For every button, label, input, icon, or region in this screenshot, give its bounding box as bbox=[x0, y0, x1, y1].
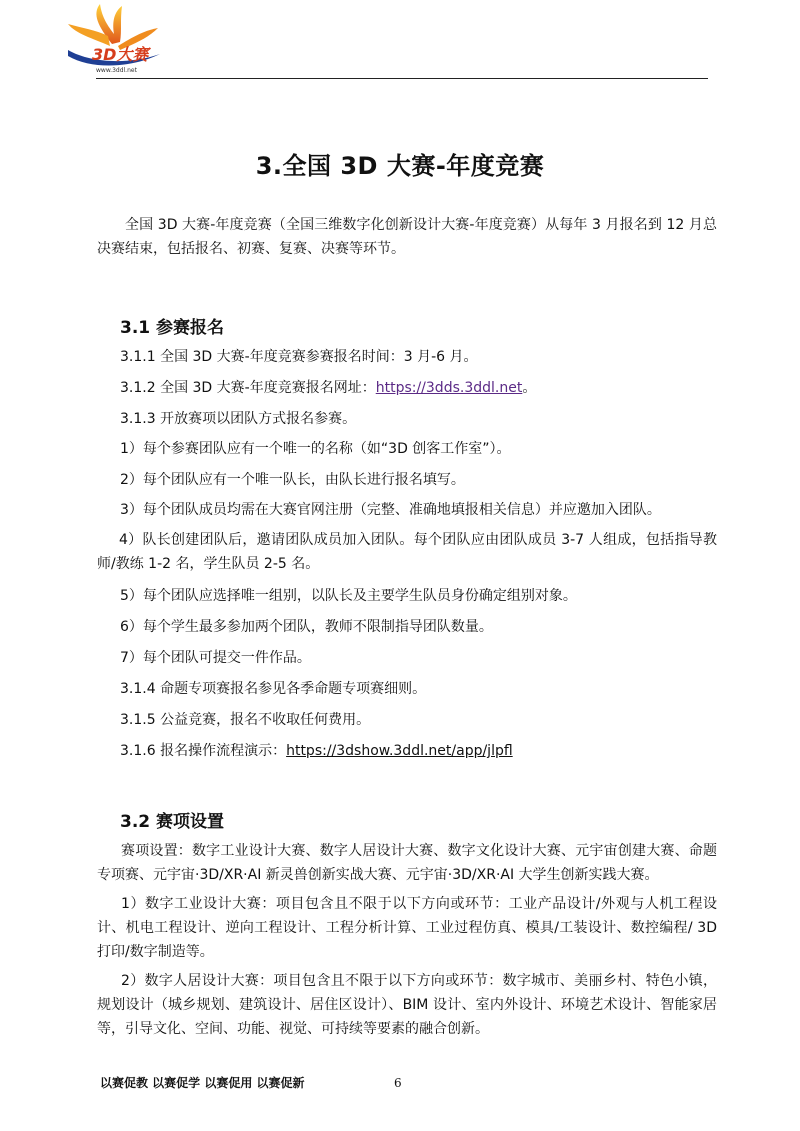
registration-time: 3.1.1 全国 3D 大赛-年度竞赛参赛报名时间：3 月-6 月。 bbox=[120, 349, 478, 365]
habitat-design-paragraph: 2）数字人居设计大赛：项目包含且不限于以下方向或环节：数字城市、美丽乡村、特色小镇，规划设计（城乡规划、建筑设计、居住区设计）、BIM 设计、室内外设计、环境艺术设计、智能家居等，引导文化、空间、功能、视觉、可持续等要素的融合创新。 bbox=[97, 973, 717, 1037]
registration-website-line bbox=[120, 378, 536, 398]
events-overview-paragraph: 赛项设置：数字工业设计大赛、数字人居设计大赛、数字文化设计大赛、元宇宙创建大赛、命题专项赛、元宇宙·3D/XR·AI 新灵兽创新实战大赛、元宇宙·3D/XR·AI 大学生创新实践大赛。 bbox=[97, 843, 717, 883]
rule-item: 2）每个团队应有一个唯一队长，由队长进行报名填写。 bbox=[120, 472, 465, 488]
section-heading-events: 3.2 赛项设置 bbox=[120, 812, 225, 832]
page-title: 3.全国 3D 大赛-年度竞赛 bbox=[255, 152, 545, 180]
logo-text: 3D大赛 bbox=[92, 45, 149, 64]
free-registration-note: 3.1.5 公益竞赛，报名不收取任何费用。 bbox=[120, 712, 371, 728]
rule-item: 7）每个团队可提交一件作品。 bbox=[120, 650, 311, 666]
footer-slogan: 以赛促教 以赛促学 以赛促用 以赛促新 bbox=[100, 1076, 305, 1090]
industrial-design-paragraph: 1）数字工业设计大赛：项目包含且不限于以下方向或环节：工业产品设计/外观与人机工程设计、机电工程设计、逆向工程设计、工程分析计算、工业过程仿真、模具/工装设计、数控编程/ 3D 打印/数字制造等。 bbox=[97, 896, 717, 960]
rule-item: 5）每个团队应选择唯一组别，以队长及主要学生队员身份确定组别对象。 bbox=[120, 588, 577, 604]
intro-paragraph: 全国 3D 大赛-年度竞赛（全国三维数字化创新设计大赛-年度竞赛）从每年 3 月报名到 12 月总决赛结束，包括报名、初赛、复赛、决赛等环节。 bbox=[97, 217, 717, 257]
rule-item: 3）每个团队成员均需在大赛官网注册（完整、准确地填报相关信息）并应邀加入团队。 bbox=[120, 502, 661, 518]
team-registration-rule: 3.1.3 开放赛项以团队方式报名参赛。 bbox=[120, 411, 357, 427]
header-divider bbox=[96, 78, 708, 79]
registration-website-suffix: 。 bbox=[522, 380, 537, 396]
registration-website-label: 3.1.2 全国 3D 大赛-年度竞赛报名网址： bbox=[120, 380, 376, 396]
registration-demo-line bbox=[120, 741, 513, 761]
registration-demo-link[interactable]: https://3dshow.3ddl.net/app/jlpfl bbox=[286, 743, 513, 759]
special-contest-registration: 3.1.4 命题专项赛报名参见各季命题专项赛细则。 bbox=[120, 681, 427, 697]
registration-demo-label: 3.1.6 报名操作流程演示： bbox=[120, 743, 287, 759]
logo-subtext: www.3ddl.net bbox=[96, 67, 137, 74]
section-heading-registration: 3.1 参赛报名 bbox=[120, 318, 225, 338]
rule-item: 4）队长创建团队后，邀请团队成员加入团队。每个团队应由团队成员 3-7 人组成，包括指导教师/教练 1-2 名，学生队员 2-5 名。 bbox=[97, 532, 717, 572]
rule-item: 1）每个参赛团队应有一个唯一的名称（如“3D 创客工作室”）。 bbox=[120, 441, 511, 457]
page-number: 6 bbox=[394, 1076, 402, 1090]
rule-item: 6）每个学生最多参加两个团队，教师不限制指导团队数量。 bbox=[120, 619, 493, 635]
registration-website-link[interactable]: https://3dds.3ddl.net bbox=[375, 380, 523, 396]
contest-logo bbox=[62, 4, 162, 76]
